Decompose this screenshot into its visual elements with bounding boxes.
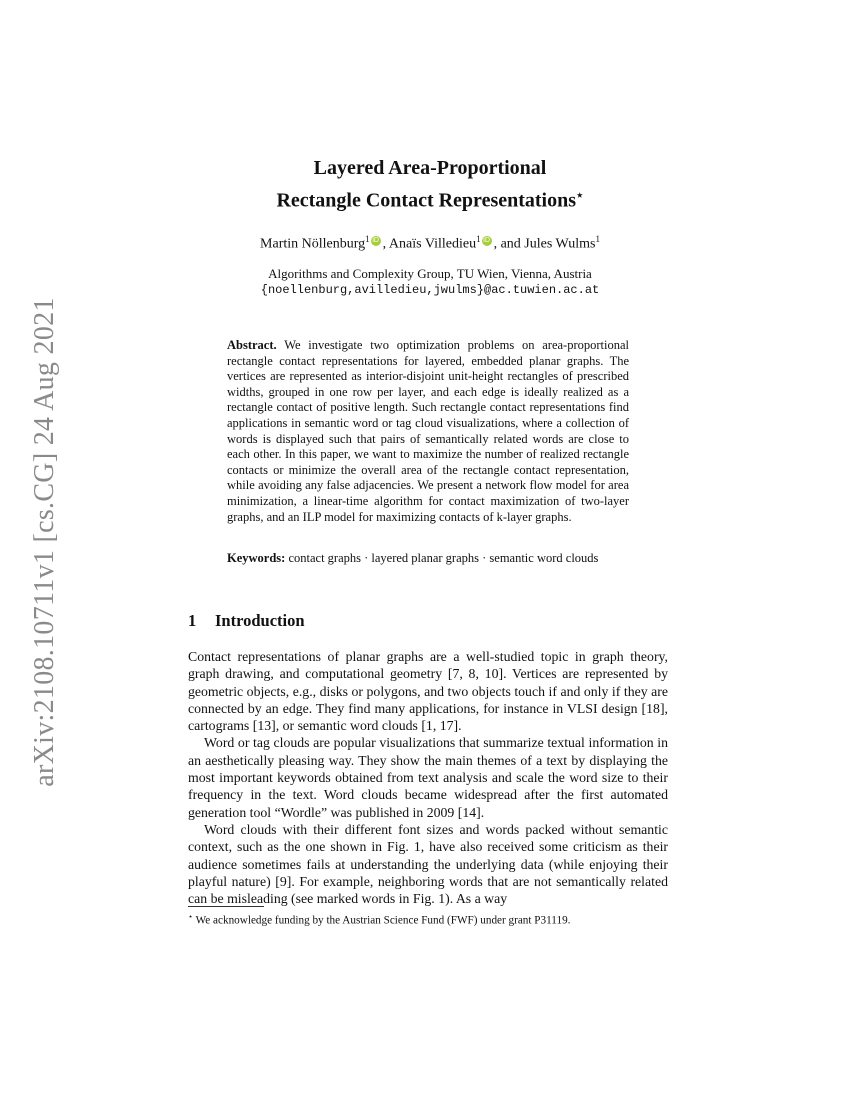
- affiliation-block: [190, 265, 670, 299]
- author-list: [190, 234, 670, 253]
- paragraph: Word or tag clouds are popular visualizations that summarize textual information in an aesthetically pleasing way. They show the main themes of a text by displaying the most important keywords obtained from text analysis and scale the word size to their frequency in the text. Word clouds became widespread after the first automated generation tool “Wordle” was published in 2009 [14].: [188, 735, 668, 820]
- abstract: [227, 338, 629, 525]
- orcid-icon[interactable]: iD: [483, 237, 490, 244]
- author-separator: ,: [382, 236, 389, 252]
- author-name: Jules Wulms: [524, 236, 596, 252]
- paragraph: Word clouds with their different font sizes and words packed without semantic context, such as the one shown in Fig. 1, have also received some criticism as their audience sometimes fails at understanding the underlying data (while enjoying their playful nature) [9]. For example, neighboring words that are not semantically related can be misleading (see marked words in Fig. 1). As a way: [188, 821, 668, 907]
- author-affil-mark: 1: [365, 234, 370, 244]
- keywords-label: Keywords:: [227, 551, 286, 565]
- abstract-label: Abstract.: [227, 338, 277, 352]
- arxiv-identifier: arXiv:2108.10711v1 [cs.CG] 24 Aug 2021: [29, 297, 60, 787]
- author-emails[interactable]: {noellenburg,avilledieu,jwulms}@ac.tuwien.ac.at: [260, 283, 600, 297]
- section-heading: [188, 611, 668, 631]
- title-footnote-mark: ⋆: [576, 188, 584, 202]
- author-separator: , and: [493, 236, 525, 252]
- abstract-text: We investigate two optimization problems on area-proportional rectangle contact representations for layered, embedded planar graphs. The vertices are represented as interior-disjoint unit-height rectangles of prescribed widths, grouped in one row per layer, and each edge is ideally realized as a rectangle contact of positive length. Such rectangle contact representations find applications in semantic word or tag cloud visualizations, where a collection of words is displayed such that pairs of semantically related words are close to each other. In this paper, we want to maximize the number of realized rectangle contacts or minimize the overall area of the rectangle contact representation, while avoiding any false adjacencies. We present a network flow model for area minimization, a linear-time algorithm for contact maximization of two-layer graphs, and an ILP model for maximizing contacts of k-layer graphs.: [227, 338, 629, 524]
- author-affil-mark: 1: [476, 234, 481, 244]
- paragraph: Contact representations of planar graphs are a well-studied topic in graph theory, graph drawing, and computational geometry [7, 8, 10]. Vertices are represented by geometric objects, e.g., disks or polygons, and two objects touch if and only if they are connected by an edge. They find many applications, for instance in VLSI design [18], cartograms [13], or semantic word clouds [1, 17].: [188, 649, 668, 734]
- footnote-rule: [188, 906, 264, 907]
- affiliation: Algorithms and Complexity Group, TU Wien, Vienna, Austria: [268, 266, 592, 281]
- title-line-1: Layered Area-Proportional: [313, 157, 547, 179]
- body-text: [188, 648, 668, 907]
- section-number: 1: [188, 611, 197, 630]
- author-name: Anaïs Villedieu: [388, 236, 477, 252]
- footnote-mark: ⋆: [188, 912, 194, 921]
- keywords-text: contact graphs · layered planar graphs · semantic word clouds: [288, 551, 599, 565]
- author-affil-mark: 1: [595, 234, 600, 244]
- keywords: [227, 551, 629, 567]
- paper-title: [190, 155, 670, 215]
- title-line-2: Rectangle Contact Representations⋆: [276, 188, 584, 212]
- author-name: Martin Nöllenburg: [260, 236, 366, 252]
- orcid-icon[interactable]: iD: [372, 237, 379, 244]
- footnote-text: We acknowledge funding by the Austrian Science Fund (FWF) under grant P31119.: [195, 914, 571, 927]
- footnote: [188, 910, 668, 928]
- section-title: Introduction: [215, 611, 305, 630]
